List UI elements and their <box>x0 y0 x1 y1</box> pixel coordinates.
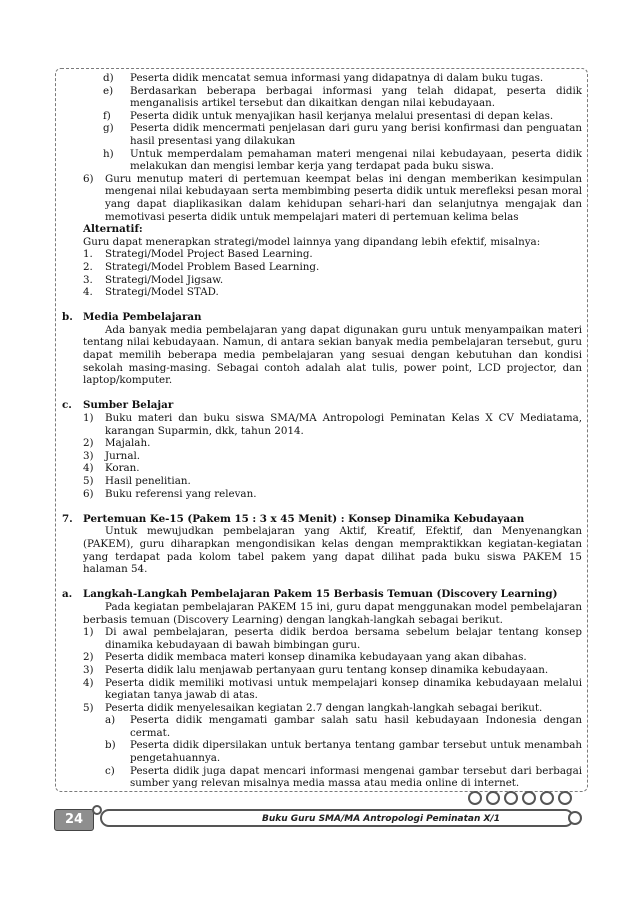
line-text: Guru menutup materi di pertemuan keempat belas ini dengan memberikan kesimpulan mengenai nilai kebudayaan serta membimbing peserta didik untuk merefleksi pesan moral yang dapat diaplikasikan dalam kehidupan sehari-hari dan selanjutnya mengajak dan memotivasi peserta didik untuk mempelajari materi di pertemuan kelima belas <box>105 172 582 223</box>
list-marker: 5) <box>83 701 94 714</box>
dot-icon <box>486 791 500 805</box>
decorative-dots <box>468 791 572 807</box>
list-marker: e) <box>103 84 114 97</box>
text-line <box>62 248 582 261</box>
text-line <box>62 765 582 790</box>
line-text: Strategi/Model Project Based Learning. <box>105 248 313 261</box>
text-line <box>62 714 582 739</box>
text-line <box>62 525 582 575</box>
line-text: Buku referensi yang relevan. <box>105 487 257 500</box>
spacer <box>62 576 582 589</box>
spacer <box>62 299 582 312</box>
text-line <box>62 739 582 764</box>
text-line <box>62 488 582 501</box>
text-line <box>62 274 582 287</box>
text-line <box>62 588 582 601</box>
text-line <box>62 450 582 463</box>
dot-icon <box>522 791 536 805</box>
text-line <box>62 122 582 147</box>
line-text: Peserta didik memiliki motivasi untuk mempelajari konsep dinamika kebudayaan melalui kegiatan tanya jawab di atas. <box>105 676 582 702</box>
line-text: Peserta didik mengamati gambar salah satu hasil kebudayaan Indonesia dengan cermat. <box>130 714 582 739</box>
page-number: 24 <box>54 809 94 831</box>
text-line <box>62 513 582 526</box>
list-marker: 5) <box>83 475 94 487</box>
text-line <box>62 399 582 412</box>
text-line <box>62 173 582 223</box>
line-text: Peserta didik menyelesaikan kegiatan 2.7 dengan langkah-langkah sebagai berikut. <box>105 701 543 714</box>
list-marker: 2) <box>83 651 94 664</box>
text-line <box>62 462 582 475</box>
text-line <box>62 626 582 651</box>
list-marker: 4) <box>83 676 94 689</box>
line-text: Media Pembelajaran <box>83 311 202 324</box>
list-marker: 6) <box>83 172 94 185</box>
list-marker: a. <box>62 588 73 601</box>
list-marker: c. <box>62 399 72 412</box>
line-text: Strategi/Model Jigsaw. <box>105 273 224 286</box>
list-marker: 1) <box>83 626 94 639</box>
text-line <box>62 412 582 437</box>
footer-banner <box>100 809 574 827</box>
list-marker: 2. <box>83 260 93 273</box>
line-text: Guru dapat menerapkan strategi/model lainnya yang dipandang lebih efektif, misalnya: <box>83 235 541 248</box>
text-line <box>62 72 582 85</box>
text-line <box>62 148 582 173</box>
line-text: Sumber Belajar <box>83 399 174 412</box>
list-marker: h) <box>103 147 114 160</box>
dot-icon <box>540 791 554 805</box>
list-marker: b. <box>62 311 73 324</box>
dot-icon <box>504 791 518 805</box>
line-text: Untuk memperdalam pemahaman materi mengenai nilai kebudayaan, peserta didik melakukan dan mengisi lembar kerja yang terdapat pada buku siswa. <box>130 147 582 173</box>
list-marker: 3. <box>83 273 93 286</box>
line-text: Untuk mewujudkan pembelajaran yang Aktif, Kreatif, Efektif, dan Menyenangkan (PAKEM), guru diharapkan mengondisikan kelas dengan mempraktikkan kegiatan-kegiatan yang terdapat pada kolom tabel pakem yang dapat dilihat pada buku siswa PAKEM 15 halaman 54. <box>83 525 582 576</box>
text-line <box>62 223 582 236</box>
list-marker: d) <box>103 72 114 84</box>
list-marker: 7. <box>62 512 73 525</box>
spacer <box>62 500 582 513</box>
text-line <box>62 110 582 123</box>
text-line <box>62 437 582 450</box>
list-marker: 3) <box>83 449 94 462</box>
dot-icon <box>558 791 572 805</box>
line-text: Peserta didik mencatat semua informasi yang didapatnya di dalam buku tugas. <box>130 72 544 84</box>
line-text: Peserta didik mencermati penjelasan dari guru yang berisi konfirmasi dan penguatan hasil presentasi yang dilakukan <box>130 122 582 147</box>
book-title: Buku Guru SMA/MA Antropologi Peminatan X/1 <box>262 814 500 824</box>
list-marker: g) <box>103 122 114 135</box>
line-text: Di awal pembelajaran, peserta didik berdoa bersama sebelum belajar tentang konsep dinamika kebudayaan di bawah bimbingan guru. <box>105 626 582 651</box>
line-text: Strategi/Model Problem Based Learning. <box>105 260 320 273</box>
text-line <box>62 702 582 715</box>
line-text: Alternatif: <box>83 223 143 236</box>
spacer <box>62 387 582 400</box>
line-text: Pada kegiatan pembelajaran PAKEM 15 ini, guru dapat menggunakan model pembelajaran berbasis temuan (Discovery Learning) dengan langkah-langkah sebagai berikut. <box>83 600 582 626</box>
list-marker: 2) <box>83 437 94 450</box>
text-line <box>62 677 582 702</box>
text-line <box>62 286 582 299</box>
text-line <box>62 85 582 110</box>
text-line <box>62 664 582 677</box>
dot-icon <box>468 791 482 805</box>
line-text: Peserta didik juga dapat mencari informasi mengenai gambar tersebut dari berbagai sumber yang relevan misalnya media massa atau media online di internet. <box>130 764 582 790</box>
line-text: Buku materi dan buku siswa SMA/MA Antropologi Peminatan Kelas X CV Mediatama, karangan Suparmin, dkk, tahun 2014. <box>105 412 582 437</box>
line-text: Peserta didik dipersilakan untuk bertanya tentang gambar tersebut untuk menambah pengetahuannya. <box>130 739 582 765</box>
line-text: Ada banyak media pembelajaran yang dapat digunakan guru untuk menyampaikan materi tentang nilai kebudayaan. Namun, di antara sekian banyak media pembelajaran tersebut, guru dapat memilih beberapa media pembelajaran yang sesuai dengan kebutuhan dan kondisi sekolah masing-masing. Sebagai contoh adalah alat tulis, power point, LCD projector, dan laptop/komputer. <box>83 323 582 387</box>
list-marker: b) <box>105 739 116 752</box>
text-line <box>62 261 582 274</box>
line-text: Peserta didik membaca materi konsep dinamika kebudayaan yang akan dibahas. <box>105 651 527 664</box>
line-text: Hasil penelitian. <box>105 475 191 487</box>
line-text: Langkah-Langkah Pembelajaran Pakem 15 Berbasis Temuan (Discovery Learning) <box>83 588 558 601</box>
list-marker: c) <box>105 764 115 777</box>
line-text: Peserta didik lalu menjawab pertanyaan guru tentang konsep dinamika kebudayaan. <box>105 663 549 676</box>
list-marker: 4) <box>83 462 94 475</box>
text-line <box>62 475 582 488</box>
list-marker: f) <box>103 109 111 122</box>
text-line <box>62 324 582 387</box>
text-line <box>62 311 582 324</box>
line-text: Jurnal. <box>105 449 141 462</box>
list-marker: 1) <box>83 412 94 425</box>
document-body <box>62 72 582 790</box>
line-text: Pertemuan Ke-15 (Pakem 15 : 3 x 45 Menit) : Konsep Dinamika Kebudayaan <box>83 512 525 525</box>
text-line <box>62 601 582 626</box>
line-text: Strategi/Model STAD. <box>105 286 219 299</box>
line-text: Majalah. <box>105 437 151 450</box>
text-line <box>62 651 582 664</box>
list-marker: 6) <box>83 487 94 500</box>
list-marker: 3) <box>83 663 94 676</box>
circle-icon <box>568 811 582 825</box>
list-marker: a) <box>105 714 116 727</box>
list-marker: 1. <box>83 248 93 261</box>
list-marker: 4. <box>83 286 93 299</box>
text-line <box>62 236 582 249</box>
page-footer <box>54 809 588 831</box>
line-text: Peserta didik untuk menyajikan hasil kerjanya melalui presentasi di depan kelas. <box>130 109 554 122</box>
line-text: Berdasarkan beberapa berbagai informasi yang telah didapat, peserta didik menganalisis artikel tersebut dan dikaitkan dengan nilai kebudayaan. <box>130 84 582 110</box>
line-text: Koran. <box>105 462 140 475</box>
